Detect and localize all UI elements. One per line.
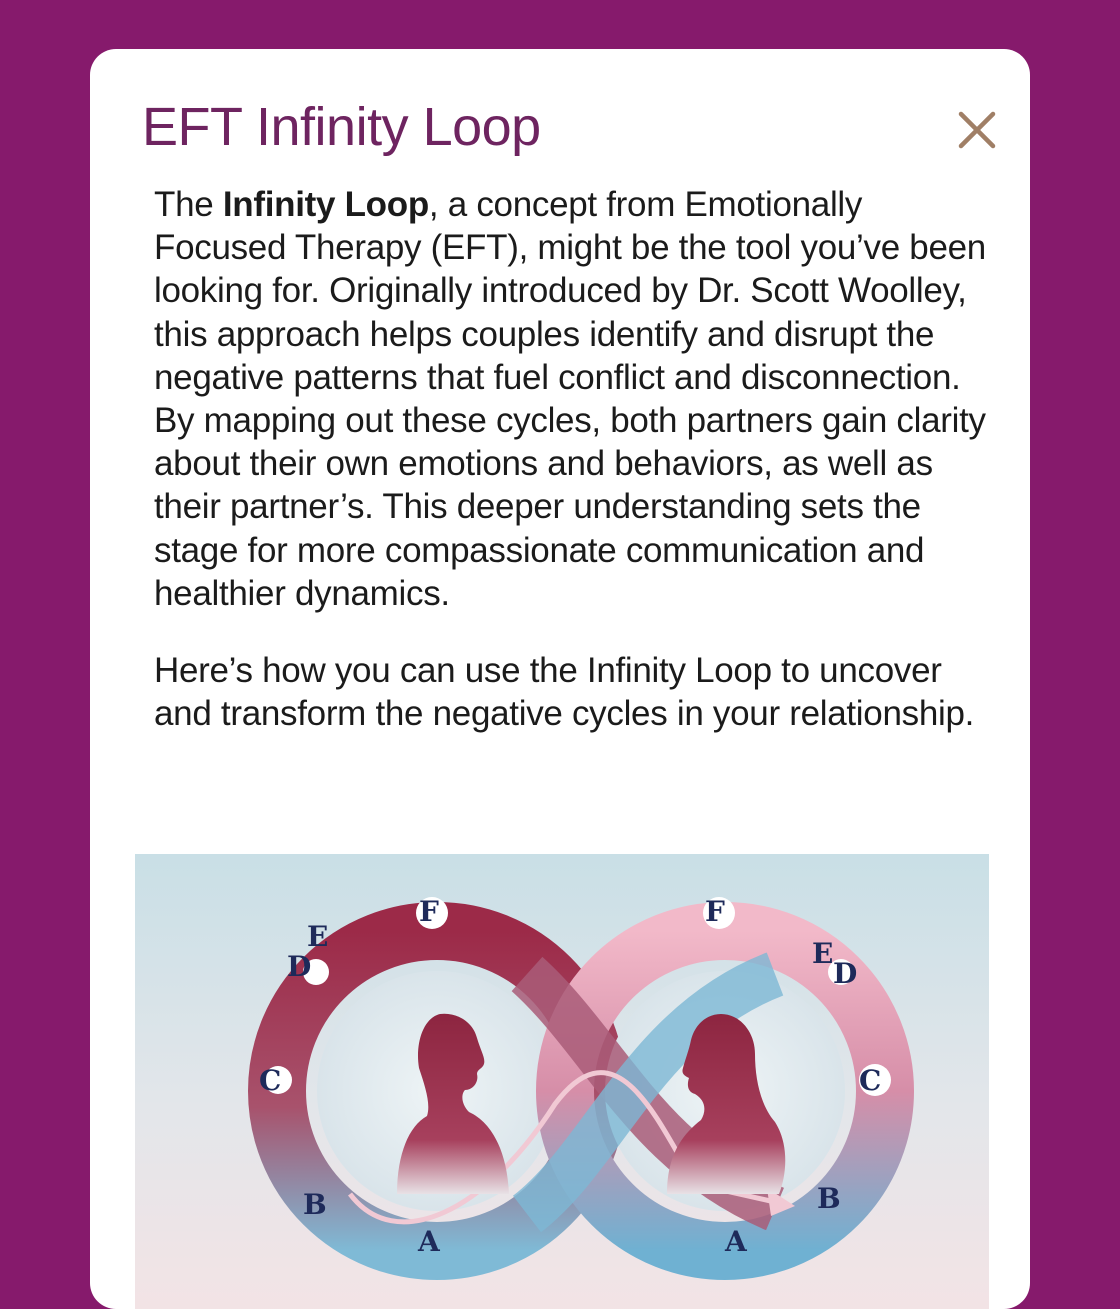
right-label-b: B [817,1182,841,1215]
close-button[interactable] [956,109,998,151]
infinity-loop-illustration [135,854,989,1309]
infinity-loop-dialog [90,49,1030,1309]
left-label-a: A [418,1225,440,1258]
left-label-c: C [259,1064,282,1097]
left-label-d: D [287,950,312,983]
right-label-f: F [705,895,725,928]
left-label-f: F [419,895,439,928]
infinity-loop-term: Infinity Loop [222,185,429,224]
usage-paragraph: Here’s how you can use the Infinity Loop to uncover and transform the negative cycles in your relationship. [154,651,975,734]
left-label-b: B [303,1188,327,1221]
dialog-title: EFT Infinity Loop [142,97,541,157]
right-label-e: E [812,937,834,970]
left-label-e: E [307,920,329,953]
intro-paragraph: The Infinity Loop, a concept from Emotionally Focused Therapy (EFT), might be the tool you’ve been looking for. Originally introduced by Dr. Scott Woolley, this approach helps couples identify and disrupt the negative patterns that fuel conflict and disconnection. By mapping out these cycles, both partners gain clarity about their own emotions and behaviors, as well as their partner’s. This deeper understanding sets the stage for more compassionate communication and healthier dynamics. [154,185,986,613]
dialog-body [154,183,994,735]
right-label-d: D [833,957,858,990]
close-icon [956,109,998,151]
right-label-a: A [725,1225,747,1258]
right-label-c: C [859,1064,882,1097]
